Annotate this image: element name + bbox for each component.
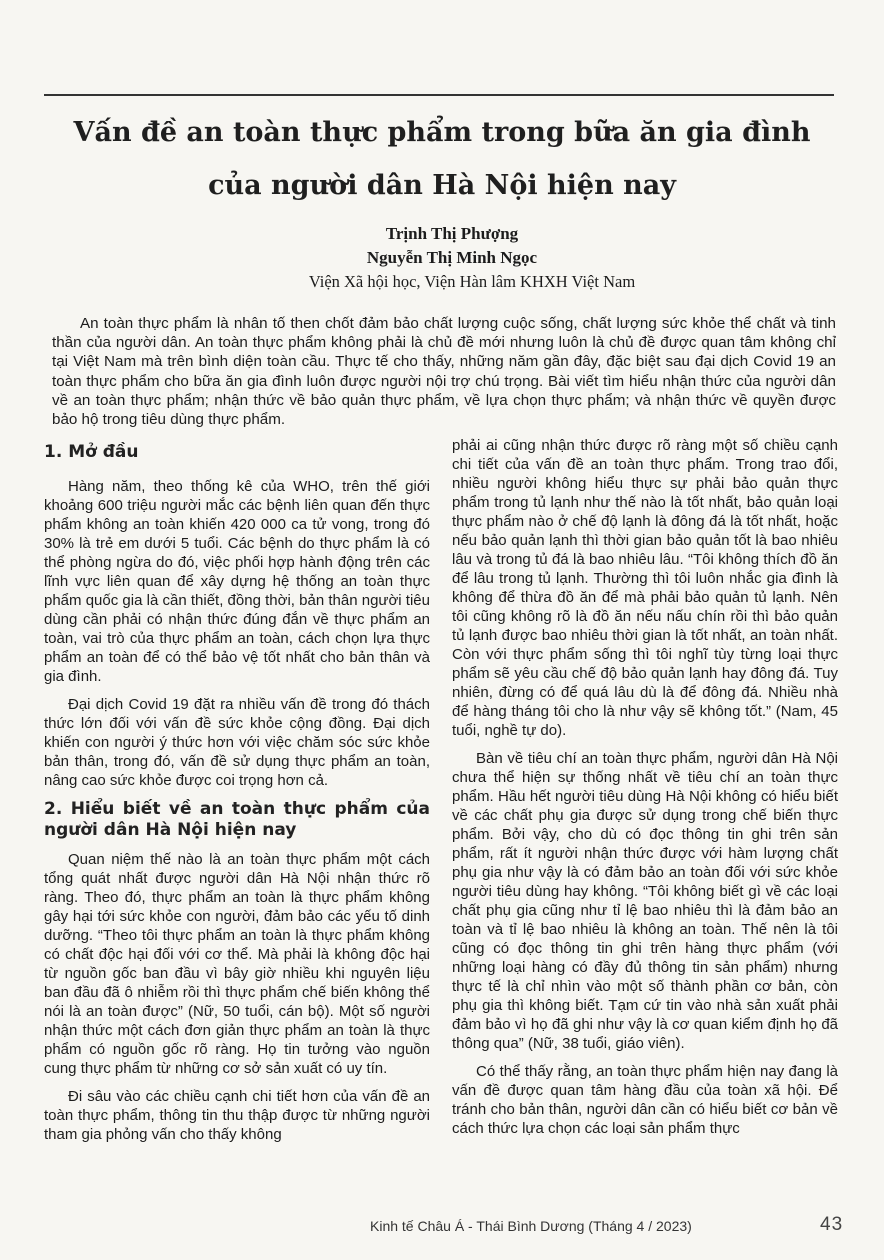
article-title-line-1: Vấn đề an toàn thực phẩm trong bữa ăn gia đình	[73, 117, 811, 148]
paragraph: Đại dịch Covid 19 đặt ra nhiều vấn đề trong đó thách thức lớn đối với vấn đề sức khỏe cộng đồng. Đại dịch khiến con người ý thức hơn với việc chăm sóc sức khỏe bản thân, trong đó, vấn đề sử dụng thực phẩm an toàn, nâng cao sức khỏe được coi trọng hơn cả.	[44, 696, 430, 789]
section-heading-understanding: 2. Hiểu biết về an toàn thực phẩm của người dân Hà Nội hiện nay	[44, 799, 430, 840]
left-column	[44, 436, 430, 1153]
paragraph: Đi sâu vào các chiều cạnh chi tiết hơn của vấn đề an toàn thực phẩm, thông tin thu thập được từ những người tham gia phỏng vấn cho thấy không	[44, 1088, 430, 1143]
author-2: Nguyễn Thị Minh Ngọc	[366, 248, 538, 267]
page-number: 43	[820, 1214, 844, 1235]
paragraph: Quan niệm thế nào là an toàn thực phẩm một cách tổng quát nhất được người dân Hà Nội nhận thức rõ ràng. Theo đó, thực phẩm an toàn là thực phẩm không gây hại tới sức khỏe con người, đảm bảo các yếu tố dinh dưỡng. “Theo tôi thực phẩm an toàn là thực phẩm không có chất độc hại đối với cơ thể. Mà phải là không độc hại từ nguồn gốc ban đầu vì bây giờ nhiều khi nguyên liệu ban đầu đã ô nhiễm rồi thì thực phẩm chế biến không thể nói là an toàn được” (Nữ, 50 tuổi, cán bộ). Một số người nhận thức một cách đơn giản thực phẩm an toàn là thực phẩm có nguồn gốc rõ ràng. Họ tin tưởng vào nguồn cung thực phẩm từ những cơ sở sản xuất có uy tín.	[44, 851, 430, 1077]
journal-footer: Kinh tế Châu Á - Thái Bình Dương (Tháng 4 / 2023)	[370, 1218, 692, 1234]
paragraph: phải ai cũng nhận thức được rõ ràng một số chiều cạnh chi tiết của vấn đề an toàn thực phẩm. Trong trao đổi, nhiều người không hiểu thực sự phải bảo quản thực phẩm trong tủ lạnh như thế nào là tốt nhất, bảo quản loại thực phẩm nào ở chế độ lạnh là đông đá là tốt nhất, hoặc nếu bảo quản lạnh thì thời gian bảo quản tốt là bao nhiêu lâu và trong tủ đá là bao nhiêu lâu. “Tôi không thích đồ ăn để lâu trong tủ lạnh. Thường thì tôi luôn nhắc gia đình là không để thừa đồ ăn để mà phải bảo quản tủ lạnh. Nên tôi cũng không rõ là đồ ăn nếu nấu chín rồi thì bảo quản tủ lạnh được bao nhiêu thời gian là tốt nhất, an toàn nhất. Còn với thực phẩm sống thì tôi nghĩ tùy từng loại thực phẩm sẽ yêu cầu chế độ bảo quản lạnh hay đông đá. Tuy nhiên, đừng có để quá lâu dù là để đông đá. Nhiều nhà để hàng tháng tôi cho là như vậy sẽ không tốt.” (Nam, 45 tuổi, nghề tự do).	[452, 437, 838, 739]
affiliation: Viện Xã hội học, Viện Hàn lâm KHXH Việt Nam	[308, 272, 636, 291]
section-heading-intro: 1. Mở đầu	[44, 442, 139, 462]
right-column	[452, 436, 838, 1147]
top-rule	[44, 94, 834, 96]
author-1: Trịnh Thị Phượng	[385, 224, 519, 243]
paragraph: Bàn về tiêu chí an toàn thực phẩm, người dân Hà Nội chưa thể hiện sự thống nhất về tiêu chí an toàn thực phẩm. Hầu hết người tiêu dùng Hà Nội không có hiểu biết về các chất phụ gia được sử dụng trong chế biến thực phẩm. Bởi vậy, cho dù có đọc thông tin ghi trên sản phẩm, rất ít người nhận thức được với hàm lượng chất phụ gia như vậy là có đảm bảo an toàn đối với sức khỏe người tiêu dùng hay không. “Tôi không biết gì về các loại chất phụ gia cũng như tỉ lệ bao nhiêu thì là đảm bảo an toàn và tỉ lệ bao nhiêu là không an toàn. Thế nên là tôi cũng có đọc thông tin ghi trên hàng thực phẩm (với những loại hàng có đầy đủ thông tin sản phẩm) nhưng thực tế là chỉ nhìn vào một số thành phần cơ bản, còn phụ gia thì không biết. Tạm cứ tin vào nhà sản xuất phải đảm bảo vì họ đã ghi như vậy là cơ quan kiểm định họ đã thông qua” (Nữ, 38 tuổi, giáo viên).	[452, 750, 838, 1052]
abstract: An toàn thực phẩm là nhân tố then chốt đảm bảo chất lượng cuộc sống, chất lượng sức khỏe thể chất và tinh thần của người dân. An toàn thực phẩm không phải là chủ đề mới nhưng luôn là chủ đề được quan tâm không chỉ tại Việt Nam mà trên bình diện toàn cầu. Thực tế cho thấy, những năm gần đây, đặc biệt sau đại dịch Covid 19 an toàn thực phẩm cho bữa ăn gia đình luôn được người nội trợ chú trọng. Bài viết tìm hiểu nhận thức của người dân về an toàn thực phẩm; nhận thức về bảo quản thực phẩm, về lựa chọn thực phẩm; và nhận thức về quyền được bảo hộ trong tiêu dùng thực phẩm.	[52, 315, 836, 429]
paragraph: Có thể thấy rằng, an toàn thực phẩm hiện nay đang là vấn đề được quan tâm hàng đầu của toàn xã hội. Để tránh cho bản thân, người dân cần có hiểu biết cơ bản về cách thức lựa chọn các loại sản phẩm thực	[452, 1063, 838, 1137]
paragraph: Hàng năm, theo thống kê của WHO, trên thế giới khoảng 600 triệu người mắc các bệnh liên quan đến thực phẩm không an toàn khiến 420 000 ca tử vong, trong đó 30% là trẻ em dưới 5 tuổi. Các bệnh do thực phẩm là có thể phòng ngừa do đó, việc phối hợp hành động trên các lĩnh vực liên quan để xây dựng hệ thống an toàn thực phẩm quốc gia là cần thiết, đồng thời, bản thân người tiêu dùng cần phải có nhận thức đúng đắn về thực phẩm an toàn, vai trò của thực phẩm an toàn, cách chọn lựa thực phẩm an toàn để có thể bảo vệ tốt nhất cho bản thân và gia đình.	[44, 478, 430, 685]
article-title-line-2: của người dân Hà Nội hiện nay	[208, 170, 676, 201]
